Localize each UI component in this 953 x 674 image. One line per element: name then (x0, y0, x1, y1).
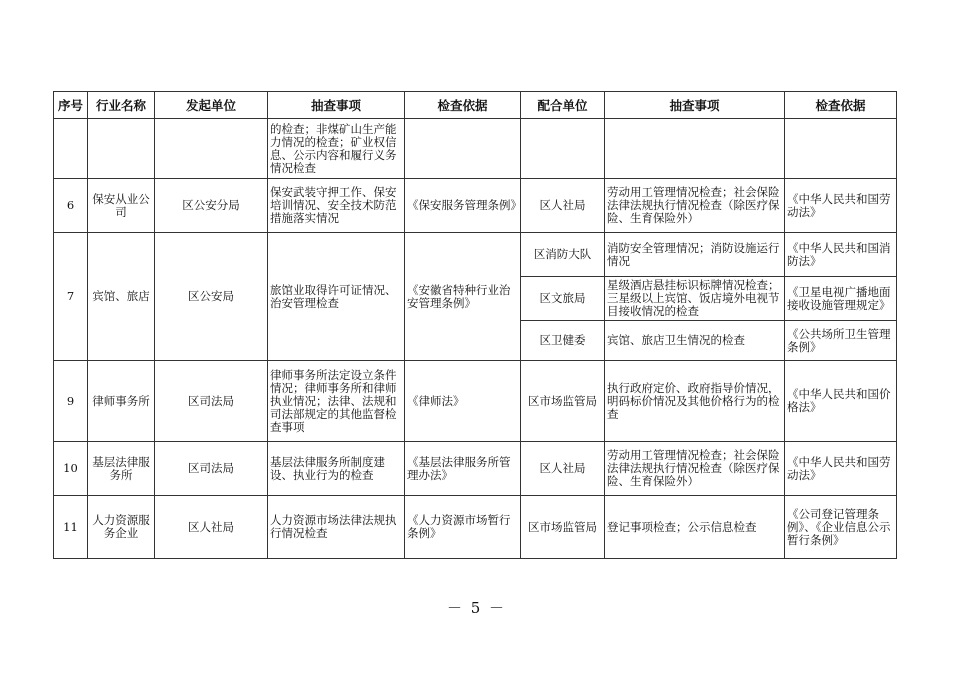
coop-unit-cell: 区市场监管局 (521, 496, 605, 559)
industry-cell: 基层法律服务所 (88, 442, 155, 496)
industry-cell: 律师事务所 (88, 361, 155, 442)
coop-items-cell: 登记事项检查；公示信息检查 (605, 496, 785, 559)
header-basis: 检查依据 (405, 92, 521, 119)
initiator-cell: 区司法局 (155, 361, 268, 442)
coop-basis-cell: 《卫星电视广播地面接收设施管理规定》 (785, 277, 897, 321)
coop-basis-cell: 《中华人民共和国消防法》 (785, 233, 897, 277)
coop-basis-cell: 《中华人民共和国劳动法》 (785, 442, 897, 496)
basis-cell (405, 119, 521, 179)
coop-basis-cell: 《中华人民共和国劳动法》 (785, 179, 897, 233)
items-cell: 律师事务所法定设立条件情况；律师事务所和律师执业情况；法律、法规和司法部规定的其他监督检查事项 (268, 361, 405, 442)
coop-basis-cell: 《公司登记管理条例》、《企业信息公示暂行条例》 (785, 496, 897, 559)
coop-basis-cell: 《公共场所卫生管理条例》 (785, 321, 897, 361)
table-row (54, 233, 897, 277)
header-seq: 序号 (54, 92, 88, 119)
coop-items-cell: 宾馆、旅店卫生情况的检查 (605, 321, 785, 361)
seq-cell: 9 (54, 361, 88, 442)
items-cell: 基层法律服务所制度建设、执业行为的检查 (268, 442, 405, 496)
table-row (54, 179, 897, 233)
coop-unit-cell: 区消防大队 (521, 233, 605, 277)
coop-items-cell: 星级酒店悬挂标识标牌情况检查；三星级以上宾馆、饭店境外电视节目接收情况的检查 (605, 277, 785, 321)
header-coop-unit: 配合单位 (521, 92, 605, 119)
table-row (54, 119, 897, 179)
inspection-table (53, 91, 897, 559)
basis-cell: 《基层法律服务所管理办法》 (405, 442, 521, 496)
initiator-cell: 区人社局 (155, 496, 268, 559)
items-cell: 人力资源市场法律法规执行情况检查 (268, 496, 405, 559)
coop-items-cell: 执行政府定价、政府指导价情况，明码标价情况及其他价格行为的检查 (605, 361, 785, 442)
coop-unit-cell: 区文旅局 (521, 277, 605, 321)
coop-unit-cell: 区人社局 (521, 179, 605, 233)
header-items: 抽查事项 (268, 92, 405, 119)
table-row (54, 442, 897, 496)
items-cell: 旅馆业取得许可证情况、治安管理检查 (268, 233, 405, 361)
seq-cell: 7 (54, 233, 88, 361)
basis-cell: 《律师法》 (405, 361, 521, 442)
coop-items-cell: 劳动用工管理情况检查；社会保险法律法规执行情况检查（除医疗保险、生育保险外） (605, 442, 785, 496)
coop-unit-cell: 区市场监管局 (521, 361, 605, 442)
seq-cell: 10 (54, 442, 88, 496)
coop-unit-cell: 区卫健委 (521, 321, 605, 361)
items-cell: 的检查；非煤矿山生产能力情况的检查；矿业权信息、公示内容和履行义务情况检查 (268, 119, 405, 179)
basis-cell: 《人力资源市场暂行条例》 (405, 496, 521, 559)
industry-cell (88, 119, 155, 179)
coop-basis-cell: 《中华人民共和国价格法》 (785, 361, 897, 442)
industry-cell: 宾馆、旅店 (88, 233, 155, 361)
initiator-cell: 区司法局 (155, 442, 268, 496)
coop-basis-cell (785, 119, 897, 179)
header-industry: 行业名称 (88, 92, 155, 119)
table-row (54, 496, 897, 559)
header-coop-items: 抽查事项 (605, 92, 785, 119)
coop-unit-cell: 区人社局 (521, 442, 605, 496)
header-initiator: 发起单位 (155, 92, 268, 119)
industry-cell: 保安从业公司 (88, 179, 155, 233)
coop-items-cell: 消防安全管理情况；消防设施运行情况 (605, 233, 785, 277)
seq-cell: 11 (54, 496, 88, 559)
basis-cell: 《安徽省特种行业治安管理条例》 (405, 233, 521, 361)
coop-unit-cell (521, 119, 605, 179)
coop-items-cell: 劳动用工管理情况检查；社会保险法律法规执行情况检查（除医疗保险、生育保险外） (605, 179, 785, 233)
initiator-cell (155, 119, 268, 179)
seq-cell: 6 (54, 179, 88, 233)
initiator-cell: 区公安局 (155, 233, 268, 361)
industry-cell: 人力资源服务企业 (88, 496, 155, 559)
initiator-cell: 区公安分局 (155, 179, 268, 233)
header-coop-basis: 检查依据 (785, 92, 897, 119)
page-number: － 5 － (446, 599, 507, 617)
items-cell: 保安武装守押工作、保安培训情况、安全技术防范措施落实情况 (268, 179, 405, 233)
coop-items-cell (605, 119, 785, 179)
seq-cell (54, 119, 88, 179)
table-header-row (54, 92, 897, 119)
table-row (54, 361, 897, 442)
basis-cell: 《保安服务管理条例》 (405, 179, 521, 233)
